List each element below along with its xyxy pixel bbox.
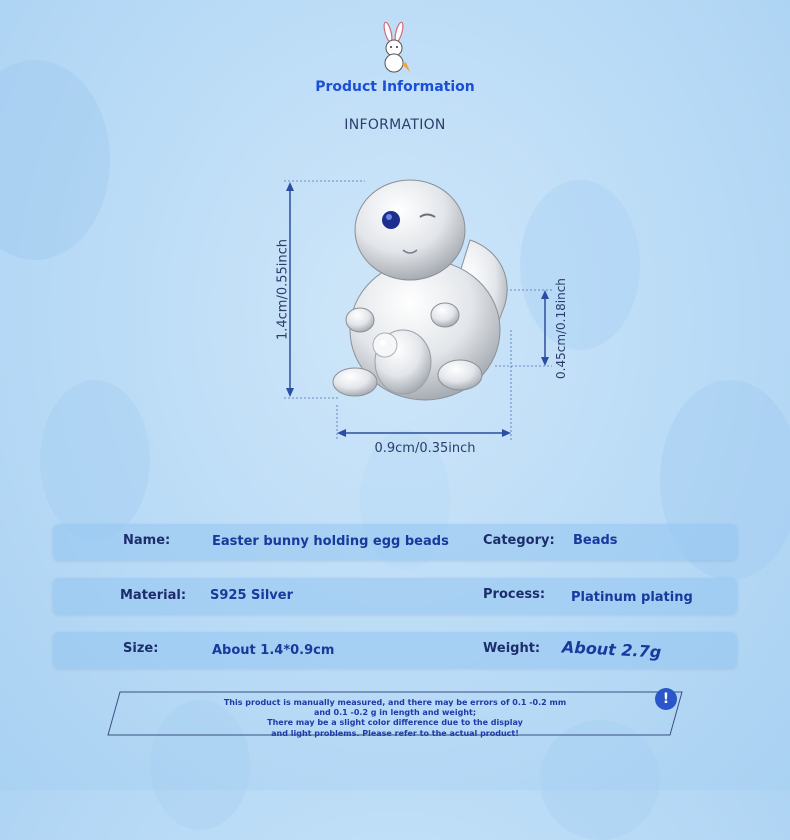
page-title: Product Information: [315, 79, 475, 95]
weight-label: Weight:: [483, 641, 541, 656]
warning-icon: !: [655, 688, 677, 710]
product-image: [325, 170, 525, 405]
width-label: 0.9cm/0.35inch: [374, 441, 476, 456]
height-label: 1.4cm/0.55inch: [275, 238, 291, 341]
size-value: About 1.4*0.9cm: [212, 643, 335, 658]
notice-line-3: There may be a slight color difference due to the display: [267, 718, 523, 727]
weight-value: About 2.7g: [561, 637, 662, 662]
category-label: Category:: [483, 533, 555, 548]
notice-line-2: and 0.1 -0.2 g in length and weight;: [313, 708, 477, 717]
name-label: Name:: [123, 533, 171, 548]
notice-line-1: This product is manually measured, and there may be errors of 0.1 -0.2 mm: [223, 698, 567, 707]
size-label: Size:: [123, 641, 159, 656]
material-value: S925 Silver: [210, 588, 294, 603]
material-label: Material:: [120, 588, 187, 603]
notice-line-4: and light problems. Please refer to the actual product!: [271, 729, 519, 738]
name-value: Easter bunny holding egg beads: [212, 534, 449, 549]
process-value: Platinum plating: [571, 590, 693, 605]
category-value: Beads: [573, 533, 618, 548]
page-subtitle: INFORMATION: [344, 117, 446, 133]
process-label: Process:: [483, 587, 546, 602]
side-label: 0.45cm/0.18inch: [554, 278, 568, 379]
